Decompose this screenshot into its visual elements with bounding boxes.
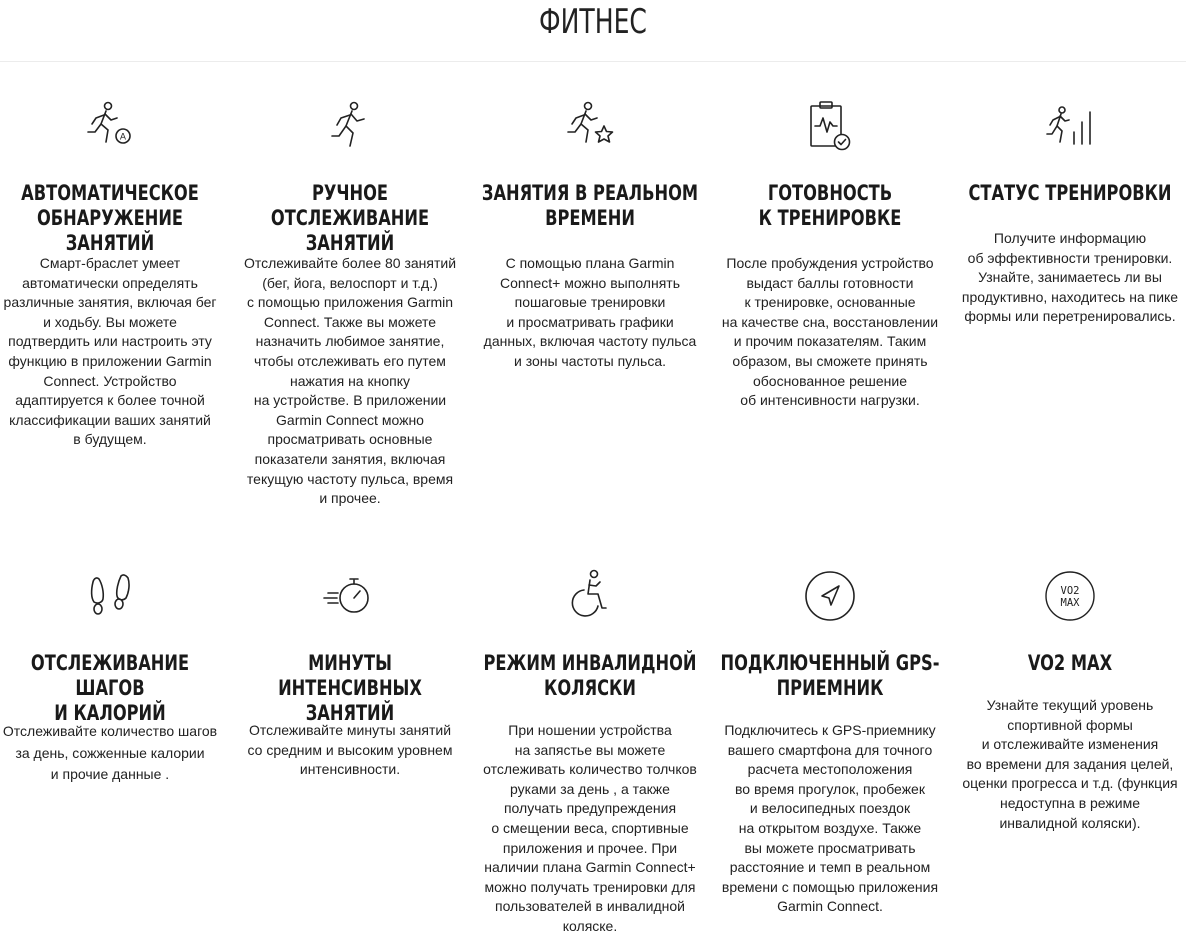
feature-description: Узнайте текущий уровень спортивной формы и отслеживайте изменения во времени для задания целей, оценки прогресса и т.д. (функция недоступна в режиме инвалидной коляски). <box>962 697 1178 831</box>
feature-title: ГОТОВНОСТЬ К ТРЕНИРОВКЕ <box>758 181 902 230</box>
feature-description: Отслеживайте количество шагов за день, сожженные калории и прочие данные . <box>2 723 218 782</box>
feature-description: Смарт-браслет умеет автоматически определять различные занятия, включая бег и ходьбу. Вы можете подтвердить или настроить эту функцию в приложении Garmin Connect. Устройство адаптируется к более точной классификации ваших занятий в будущем. <box>3 255 217 448</box>
feature-title: РЕЖИМ ИНВАЛИДНОЙ КОЛЯСКИ <box>483 651 697 700</box>
gps-navigation-icon <box>710 566 950 626</box>
feature-title: VO2 MAX <box>1027 651 1113 675</box>
footprints-icon <box>0 566 230 626</box>
clipboard-check-icon <box>710 96 950 156</box>
running-person-icon <box>230 96 470 156</box>
stopwatch-icon <box>230 566 470 626</box>
max-label: MAX <box>1060 597 1080 609</box>
feature-description: Получите информацию об эффективности тренировки. Узнайте, занимаетесь ли вы продуктивно, находитесь на пике формы или перетренировались. <box>961 230 1179 325</box>
feature-description: После пробуждения устройство выдаст баллы готовности к тренировке, основанные на качестве сна, восстановлении и прочим показателям. Таким образом, вы сможете принять обоснованное решение об интенсивности нагрузки. <box>721 255 939 409</box>
feature-description: С помощью плана Garmin Connect+ можно выполнять пошаговые тренировки и просматривать графики данных, включая частоту пульса и зоны частоты пульса. <box>483 255 697 369</box>
feature-description: Отслеживайте более 80 занятий (бег, йога, велоспорт и т.д.) с помощью приложения Garmin Connect. Также вы можете назначить любимое занятие, чтобы отслеживать его путем нажатия на кнопку на устройстве. В приложении Garmin Connect можно просматривать основные показатели занятия, включая текущую частоту пульса, время и прочее. <box>243 255 457 507</box>
feature-title: ПОДКЛЮЧЕННЫЙ GPS- ПРИЕМНИК <box>720 651 940 700</box>
page-title: ФИТНЕС <box>539 2 647 42</box>
training-status-icon <box>950 96 1186 156</box>
vo2-label: VO2 <box>1060 585 1080 597</box>
wheelchair-icon <box>470 566 710 626</box>
feature-description: При ношении устройства на запястье вы можете отслеживать количество толчков руками за день , а также получать предупреждения о смещении веса, спортивные приложения и прочее. При наличии плана Garmin Connect+ можно получать тренировки для пользователей в инвалидной коляске. <box>483 722 697 934</box>
vo2max-icon <box>950 566 1186 626</box>
feature-title: РУЧНОЕ ОТСЛЕЖИВАНИЕ ЗАНЯТИЙ <box>270 181 430 255</box>
feature-title: СТАТУС ТРЕНИРОВКИ <box>968 181 1172 205</box>
feature-title: ЗАНЯТИЯ В РЕАЛЬНОМ ВРЕМЕНИ <box>481 181 699 230</box>
run-auto-detect-icon <box>0 96 230 156</box>
svg-text:A: A <box>119 132 127 143</box>
title-divider <box>0 61 1186 62</box>
feature-title: МИНУТЫ ИНТЕНСИВНЫХ ЗАНЯТИЙ <box>278 651 422 725</box>
feature-description: Подключитесь к GPS-приемнику вашего смартфона для точного расчета местоположения во время прогулок, пробежек и велосипедных поездок на открытом воздухе. Также вы можете просматривать расстояние и темп в реальном времени с помощью приложения Garmin Connect. <box>721 722 939 915</box>
feature-description: Отслеживайте минуты занятий со средним и высоким уровнем интенсивности. <box>247 722 453 778</box>
run-star-icon <box>470 96 710 156</box>
feature-title: ОТСЛЕЖИВАНИЕ ШАГОВ И КАЛОРИЙ <box>30 651 190 725</box>
feature-title: АВТОМАТИЧЕСКОЕ ОБНАРУЖЕНИЕ ЗАНЯТИЙ <box>21 181 199 255</box>
